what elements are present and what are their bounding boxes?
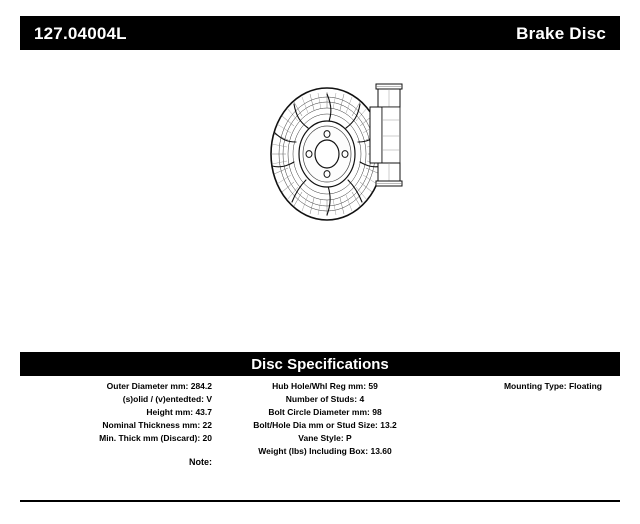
spec-solid-vented: (s)olid / (v)entedted: V [122,394,212,404]
spec-min-thickness: Min. Thick mm (Discard): 20 [99,433,212,443]
spec-weight: Weight (lbs) Including Box: 13.60 [258,446,392,456]
spec-hub-hole: Hub Hole/Whl Reg mm: 59 [272,381,378,391]
specs-column-middle [220,380,430,458]
rotor-side-illustration [368,80,408,210]
specs-column-right [430,380,620,393]
specs-column-left [20,380,220,445]
drawing-area [20,56,620,346]
spec-number-of-studs: Number of Studs: 4 [285,394,365,404]
spec-outer-diameter: Outer Diameter mm: 284.2 [106,381,212,391]
spec-height: Height mm: 43.7 [146,407,212,417]
bottom-divider [20,500,620,502]
spec-nominal-thickness: Nominal Thickness mm: 22 [102,420,212,430]
part-number: 127.04004L [34,23,127,43]
header-bar [20,16,620,50]
disc-specifications-title: Disc Specifications [251,355,389,373]
rotor-side-svg [368,80,408,210]
spec-bolt-circle-diameter: Bolt Circle Diameter mm: 98 [268,407,382,417]
spec-mounting-type: Mounting Type: Floating [503,381,602,391]
spec-bolt-hole-dia: Bolt/Hole Dia mm or Stud Size: 13.2 [253,420,397,430]
disc-specifications-bar [20,352,620,376]
spec-vane-style: Vane Style: P [298,433,352,443]
product-category-title: Brake Disc [516,23,606,43]
note-label: Note: [189,457,212,467]
